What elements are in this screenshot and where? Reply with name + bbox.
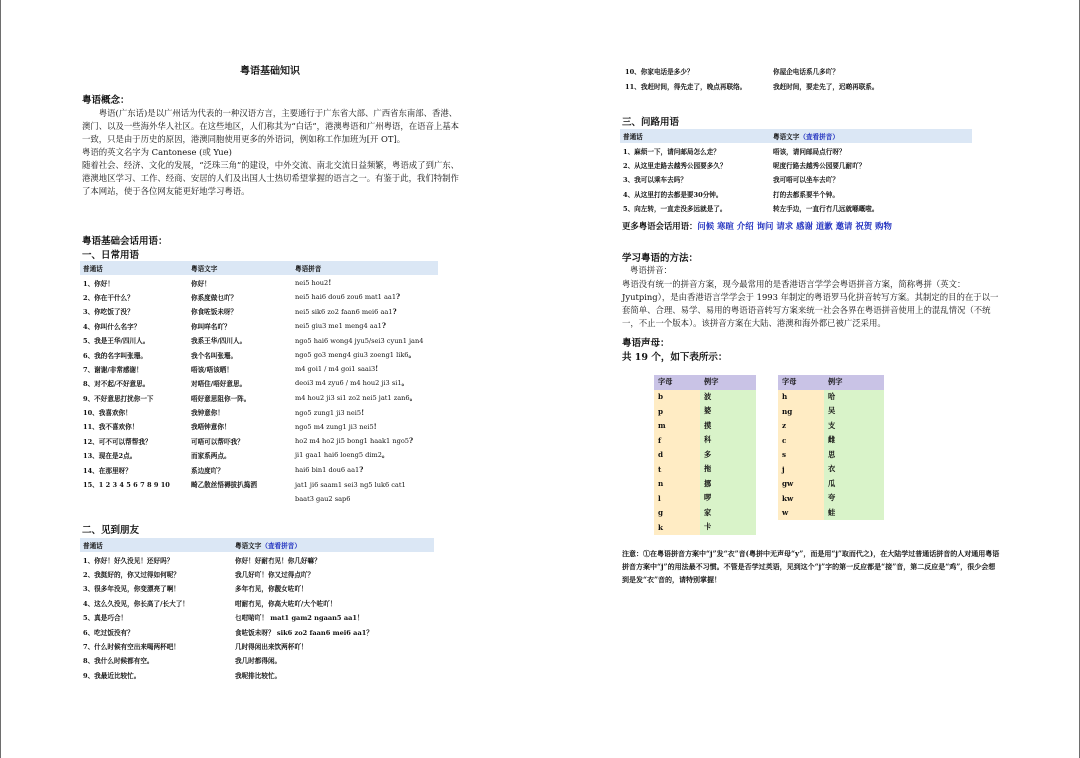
cantonese-cell: 你屋企电话系几多吖？ — [773, 68, 839, 77]
pinyin-cell — [292, 434, 438, 448]
table-row — [80, 347, 438, 361]
table-row — [622, 78, 970, 92]
table-row — [80, 405, 438, 419]
initial-letter: p — [654, 404, 700, 419]
column-header: 普通话 — [620, 129, 770, 143]
pinyin-cell — [292, 477, 438, 491]
table-row — [80, 448, 438, 462]
concept-paragraph: 粤语(广东话)是以广州话为代表的一种汉语方言，主要通行于广东省大部、广西省东南部、香港、澳门、以及一些海外华人社区。在这些地区，人们称其为“白话”，港澳粤语和广州粤语，在语音上基本一致，只是由于历史的原因，港澳同胞使用更多的外语词，例如称工作加班为[开 OT]。 — [82, 108, 460, 144]
pinyin-punctuation: 。 — [401, 378, 409, 388]
initial-letter: f — [654, 433, 700, 448]
column-header — [232, 538, 434, 552]
pinyin-punctuation: ? — [392, 306, 397, 316]
cantonese-cell: 你系度做乜吖？ — [191, 293, 238, 302]
mandarin-cell: 6、我的名字叫张珊。 — [83, 351, 147, 360]
mandarin-cell: 13、现在是2点。 — [83, 452, 137, 461]
cantonese-cell: 我可唔可以坐车去吖？ — [773, 176, 839, 185]
pinyin-paragraph: 粤语没有统一的拼音方案，现今最常用的是香港语言学学会粤语拼音方案，简称粤拼（英文：Jyutping），是由香港语言学学会于 1993 年制定的粤语罗马化拼音转写方案。其制定的目的在于以一套简单、合理、易学、易用的粤语语音转写方案来统一社会各界在粤语拼音使用上的混乱情况（不统一，不止一个版本）。该拼音方案在大陆、港澳和海外都已被广泛采用。 — [622, 279, 999, 328]
table-row — [80, 290, 438, 304]
pinyin-text: ngo5 go3 meng4 giu3 zoeng1 lik6 — [295, 350, 409, 359]
initial-letter: t — [654, 462, 700, 477]
pinyin-punctuation: ! — [328, 278, 332, 288]
pinyin-cell — [292, 419, 438, 433]
initial-letter: h — [778, 390, 824, 405]
pinyin-cell — [292, 391, 438, 405]
example-character: 瓜 — [824, 477, 884, 492]
cantonese-cell: 你好！好耐冇见！你几好嘛？ — [235, 556, 321, 565]
cantonese-cell: 几时得闲出来饮两杯吖！ — [235, 642, 308, 651]
document-title: 粤语基础知识 — [240, 66, 300, 77]
cantonese-cell: 我个名叫张珊。 — [191, 351, 238, 360]
cantonese-cell: 打的去都系要半个钟。 — [773, 190, 839, 199]
table-row — [80, 624, 434, 638]
topic-link[interactable]: 购物 — [875, 221, 892, 231]
pinyin-text: ngo5 m4 zung1 ji3 nei5 — [295, 422, 374, 431]
example-character: 雌 — [824, 433, 884, 448]
column-header: 普通话 — [80, 538, 232, 552]
table-row — [80, 491, 438, 505]
mandarin-cell — [80, 491, 188, 505]
topic-link[interactable]: 道歉 — [815, 221, 833, 231]
mandarin-cell: 10、我喜欢你！ — [83, 409, 132, 418]
pinyin-punctuation: 。 — [409, 392, 417, 402]
example-character: 科 — [700, 433, 756, 448]
column-header: 粤语拼音 — [292, 261, 438, 275]
example-character: 波 — [700, 390, 756, 405]
pinyin-cell — [292, 376, 438, 390]
pinyin-text: jat1 ji6 saam1 sei3 ng5 luk6 cat1 — [295, 480, 406, 489]
table-row — [620, 187, 972, 201]
cantonese-cell: 多年冇见，你靓女咗吖！ — [235, 585, 308, 594]
mandarin-cell: 9、不好意思打扰你一下 — [83, 394, 154, 403]
mandarin-cell: 8、对不起/不好意思。 — [83, 380, 150, 389]
table-row — [80, 639, 434, 653]
example-character: 支 — [824, 419, 884, 434]
more-phrases-label: 更多粤语会话用语： — [622, 221, 698, 231]
cantonese-cell: 畸乙散丝悟褥拔扒捣洒 — [191, 481, 257, 490]
example-character: 蛙 — [824, 506, 884, 521]
table-row — [654, 433, 756, 448]
table-row — [80, 596, 434, 610]
example-character: 啰 — [700, 491, 756, 506]
pinyin-text: ji1 gaa1 hai6 loeng5 dim2 — [295, 451, 382, 460]
cantonese-cell: 食咗饭未呀？ sik6 zo2 faan6 mei6 aa1？ — [235, 628, 373, 637]
table-row — [80, 434, 438, 448]
mandarin-cell: 4、从这里打的去都是要30分钟。 — [623, 190, 723, 199]
topic-link[interactable]: 感谢 — [796, 221, 813, 231]
pinyin-cell — [292, 448, 438, 462]
initial-letter: g — [654, 506, 700, 521]
pinyin-text: nei5 hai6 dou6 zou6 mat1 aa1 — [295, 293, 397, 302]
initial-letter: b — [654, 390, 700, 405]
table-header-row — [80, 261, 438, 275]
table-row — [80, 567, 434, 581]
table-header-row — [80, 538, 434, 552]
cantonese-cell: 呢度行路去越秀公园要几耐吖？ — [773, 161, 866, 170]
pinyin-subheading: 粤语拼音： — [630, 265, 672, 275]
mandarin-cell: 8、我什么时候都有空。 — [83, 657, 154, 666]
mandarin-cell: 4、你叫什么名字？ — [83, 322, 141, 331]
topic-link[interactable]: 询问 — [756, 221, 774, 231]
table-header-row — [654, 375, 756, 390]
cantonese-cell: 唔好意思阻你一阵。 — [191, 394, 251, 403]
topic-link[interactable]: 介绍 — [736, 221, 754, 231]
table-row — [778, 506, 884, 521]
column-header: 例字 — [824, 375, 884, 390]
table-row — [654, 462, 756, 477]
table-row — [622, 64, 970, 78]
initial-letter: m — [654, 419, 700, 434]
table-row — [80, 477, 438, 491]
pinyin-punctuation: ! — [375, 364, 379, 374]
mandarin-cell: 1、麻烦一下，请问邮局怎么走？ — [623, 147, 720, 156]
initials-heading: 粤语声母： — [622, 338, 670, 349]
table-row — [80, 391, 438, 405]
example-character: 拖 — [700, 462, 756, 477]
pinyin-punctuation: ? — [408, 436, 414, 446]
table-header-row — [778, 375, 884, 390]
column-header-text: 粤语文字 — [235, 542, 262, 551]
pinyin-cell — [292, 290, 438, 304]
table-header-row — [620, 129, 972, 143]
cantonese-cell: 你叫咩名吖？ — [191, 322, 231, 331]
pinyin-cell — [292, 319, 438, 333]
pinyin-cell — [292, 275, 438, 289]
initials-table-2 — [778, 375, 884, 520]
pinyin-punctuation: ? — [396, 292, 401, 302]
cantonese-cell: 可唔可以帮吓我？ — [191, 437, 244, 446]
table-row — [654, 520, 756, 535]
mandarin-cell: 5、我是王华/四川人。 — [83, 337, 150, 346]
table-row — [80, 376, 438, 390]
table-row — [620, 201, 972, 215]
directions-heading: 三、问路用语 — [622, 117, 680, 128]
table-row — [778, 404, 884, 419]
view-pinyin-link[interactable]: （査看拼音） — [261, 542, 301, 551]
table-row — [80, 333, 438, 347]
table-row — [620, 143, 972, 157]
topic-link[interactable]: 祝贺 — [855, 221, 873, 231]
pinyin-cell — [292, 462, 438, 476]
pinyin-punctuation: ! — [373, 421, 377, 431]
cantonese-cell: 乜咁啱吖！ mat1 gam2 ngaan5 aa1！ — [235, 614, 364, 623]
initial-letter: k — [654, 520, 700, 535]
initial-letter: s — [778, 448, 824, 463]
example-character: 卡 — [700, 520, 756, 535]
pinyin-cell — [292, 362, 438, 376]
continued-friends-table — [622, 64, 970, 93]
table-row — [654, 404, 756, 419]
topic-link[interactable]: 问候 — [697, 221, 715, 231]
table-row — [654, 506, 756, 521]
mandarin-cell: 9、我最近比较忙。 — [83, 671, 141, 680]
pinyin-text: ngo5 hai6 wong4 jyu5/sei3 cyun1 jan4 — [295, 336, 424, 345]
table-row — [654, 477, 756, 492]
example-character: 思 — [824, 448, 884, 463]
view-pinyin-link[interactable]: （査看拼音） — [799, 133, 839, 142]
table-row — [778, 419, 884, 434]
concept-paragraph: 随着社会、经济、文化的发展，“泛珠三角”的建设，中外交流、南北交流日益频繁，粤语成了到广东、港澳地区学习、工作、经商、安居的人们及出国人士热切希望掌握的语言之一。有鉴于此，我们特制作了本网站，使于各位网友能更好地学习粤语。 — [82, 160, 460, 196]
mandarin-cell: 7、什么时候有空出来喝两杯吧！ — [83, 642, 180, 651]
mandarin-cell: 5、真是巧合！ — [83, 614, 128, 623]
mandarin-cell: 11、我不喜欢你！ — [83, 423, 139, 432]
initials-count: 共 19 个，如下表所示： — [622, 352, 728, 363]
table-row — [778, 448, 884, 463]
mandarin-cell: 3、我可以乘车去吗？ — [623, 176, 687, 185]
example-character: 婆 — [700, 404, 756, 419]
cantonese-cell: 转左手边，一直行冇几远就喺嘅啦。 — [773, 205, 879, 214]
initial-letter: w — [778, 506, 824, 521]
table-row — [778, 433, 884, 448]
mandarin-cell: 10、你家电话是多少？ — [625, 68, 694, 77]
column-header: 粤语文字 — [188, 261, 292, 275]
table-row — [778, 477, 884, 492]
pinyin-text: nei5 giu3 me1 meng4 aa1 — [295, 322, 382, 331]
column-header-text: 粤语文字 — [773, 133, 800, 142]
table-row — [654, 390, 756, 405]
pinyin-cell — [292, 405, 438, 419]
example-character: 哈 — [824, 390, 884, 405]
table-row — [620, 158, 972, 172]
pinyin-punctuation: 。 — [381, 450, 389, 460]
table-row — [654, 419, 756, 434]
example-character: 多 — [700, 448, 756, 463]
cantonese-cell: 唔该/唔该晒！ — [191, 365, 233, 374]
example-character: 衣 — [824, 462, 884, 477]
pinyin-text: deoi3 m4 zyu6 / m4 hou2 ji3 si1 — [295, 379, 402, 388]
pinyin-text: nei5 sik6 zo2 faan6 mei6 aa1 — [295, 307, 393, 316]
pinyin-punctuation: ? — [381, 321, 386, 331]
column-header: 字母 — [654, 375, 700, 390]
pinyin-note: 注意：①在粤语拼音方案中“j”发“衣”音(粤拼中无声母“y”，而是用“j”取而代之)，在大陆学过普通话拼音的人对通用粤语拼音方案中“j”的用法最不习惯。不管是否学过英语，见到这个“j”字的第一反应都是“接”音，第二反应是“鸡”，很少会想到是发“衣”音的，请特别掌握！ — [622, 549, 1000, 584]
initials-table-1 — [654, 375, 756, 535]
mandarin-cell: 1、你好！好久没见！还好吗？ — [83, 556, 174, 565]
topic-link[interactable]: 寒暄 — [717, 221, 734, 231]
concept-paragraph: 粤语的英文名字为 Cantonese (或 Yue) — [82, 147, 232, 157]
cantonese-cell: 我唔钟意你！ — [191, 423, 231, 432]
table-row — [778, 390, 884, 405]
cantonese-cell: 对唔住/唔好意思。 — [191, 380, 247, 389]
pinyin-cell — [292, 347, 438, 361]
table-row — [80, 653, 434, 667]
mandarin-cell: 3、很多年没见，你变漂亮了啊！ — [83, 585, 180, 594]
directions-table — [620, 129, 972, 215]
cantonese-cell: 你食咗饭未呀？ — [191, 308, 238, 317]
cantonese-cell: 系边度吖？ — [191, 466, 224, 475]
mandarin-cell: 12、可不可以帮帮我？ — [83, 437, 152, 446]
cantonese-cell: 我呢排比较忙。 — [235, 671, 282, 680]
cantonese-cell: 我系王华/四川人。 — [191, 337, 247, 346]
mandarin-cell: 6、吃过饭没有？ — [83, 628, 134, 637]
cantonese-cell: 唔该，请问邮局点行呀？ — [773, 147, 846, 156]
meeting-friends-heading: 二、见到朋友 — [82, 525, 140, 536]
pinyin-text: ho2 m4 ho2 ji5 bong1 haak1 ngo5 — [295, 437, 409, 446]
example-character: 夸 — [824, 491, 884, 506]
learning-method-heading: 学习粤语的方法： — [622, 253, 699, 264]
column-header: 例字 — [700, 375, 756, 390]
initial-letter: l — [654, 491, 700, 506]
mandarin-cell: 4、这么久没见，你长高了/长大了！ — [83, 599, 189, 608]
mandarin-cell: 3、你吃饭了没？ — [83, 308, 134, 317]
cantonese-cell — [188, 491, 292, 505]
table-row — [80, 362, 438, 376]
column-header: 字母 — [778, 375, 824, 390]
initial-letter: z — [778, 419, 824, 434]
table-row — [80, 552, 434, 566]
pinyin-text: m4 hou2 ji3 si1 zo2 nei5 jat1 zan6 — [295, 393, 410, 402]
topic-link[interactable]: 请求 — [776, 221, 794, 231]
cantonese-cell: 我几时都得闲。 — [235, 657, 282, 666]
concept-text — [82, 107, 460, 198]
table-row — [80, 610, 434, 624]
pinyin-punctuation: 。 — [408, 349, 416, 359]
mandarin-cell: 7、谢谢/非常感谢！ — [83, 365, 143, 374]
table-row — [778, 491, 884, 506]
pinyin-cell — [292, 491, 438, 505]
initial-letter: ng — [778, 404, 824, 419]
initial-letter: d — [654, 448, 700, 463]
mandarin-cell: 15、1 2 3 4 5 6 7 8 9 10 — [83, 481, 170, 490]
initial-letter: gw — [778, 477, 824, 492]
table-row — [80, 419, 438, 433]
mandarin-cell: 2、从这里走路去越秀公园要多久？ — [623, 161, 727, 170]
daily-phrases-table — [80, 261, 438, 506]
topic-link[interactable]: 邀请 — [835, 221, 853, 231]
pinyin-text: nei5 hou2 — [295, 279, 329, 288]
table-row — [654, 448, 756, 463]
table-row — [778, 462, 884, 477]
initial-letter: kw — [778, 491, 824, 506]
basic-conversation-heading: 粤语基础会话用语： — [82, 236, 168, 247]
cantonese-cell: 我几好吖！你又过得点吖？ — [235, 570, 315, 579]
mandarin-cell: 11、我赶时间，得先走了，晚点再联络。 — [625, 82, 747, 91]
example-character: 挪 — [700, 477, 756, 492]
mandarin-cell: 2、你在干什么？ — [83, 293, 134, 302]
pinyin-text: hai6 bin1 dou6 aa1 — [295, 466, 360, 475]
table-row — [80, 304, 438, 318]
right-page — [540, 0, 1080, 758]
cantonese-cell: 咁耐冇见，你高大咗吖/大个咗吖！ — [235, 599, 337, 608]
cantonese-cell: 你好！ — [191, 279, 211, 288]
example-character: 家 — [700, 506, 756, 521]
mandarin-cell: 1、你好！ — [83, 279, 114, 288]
column-header: 普通话 — [80, 261, 188, 275]
table-row — [80, 319, 438, 333]
pinyin-punctuation: ? — [359, 465, 364, 475]
cantonese-cell: 而家系两点。 — [191, 452, 231, 461]
more-phrases-line — [622, 220, 898, 232]
initial-letter: c — [778, 433, 824, 448]
pinyin-punctuation: ! — [361, 407, 365, 417]
mandarin-cell: 14、在那里呀？ — [83, 466, 132, 475]
initial-letter: n — [654, 477, 700, 492]
daily-phrases-heading: 一、日常用语 — [82, 250, 140, 261]
example-character: 吴 — [824, 404, 884, 419]
pinyin-cell — [292, 333, 438, 347]
example-character: 摸 — [700, 419, 756, 434]
cantonese-cell: 我钟意你！ — [191, 409, 224, 418]
table-row — [654, 491, 756, 506]
table-row — [80, 668, 434, 682]
table-row — [620, 172, 972, 186]
meeting-friends-table — [80, 538, 434, 682]
cantonese-cell: 我赶时间，要走先了，迟啲再联系。 — [773, 82, 879, 91]
pinyin-text: ngo5 zung1 ji3 nei5 — [295, 408, 362, 417]
column-header — [770, 129, 972, 143]
mandarin-cell: 5、向左转，一直走没多远就是了。 — [623, 205, 727, 214]
table-row — [80, 462, 438, 476]
pinyin-cell — [292, 304, 438, 318]
mandarin-cell: 2、我挺好的，你又过得如何呢？ — [83, 570, 180, 579]
concept-heading: 粤语概念： — [82, 95, 130, 106]
table-row — [80, 275, 438, 289]
initial-letter: j — [778, 462, 824, 477]
pinyin-text: baat3 gau2 sap6 — [295, 494, 351, 503]
pinyin-text: m4 goi1 / m4 goi1 saai3 — [295, 365, 376, 374]
table-row — [80, 581, 434, 595]
